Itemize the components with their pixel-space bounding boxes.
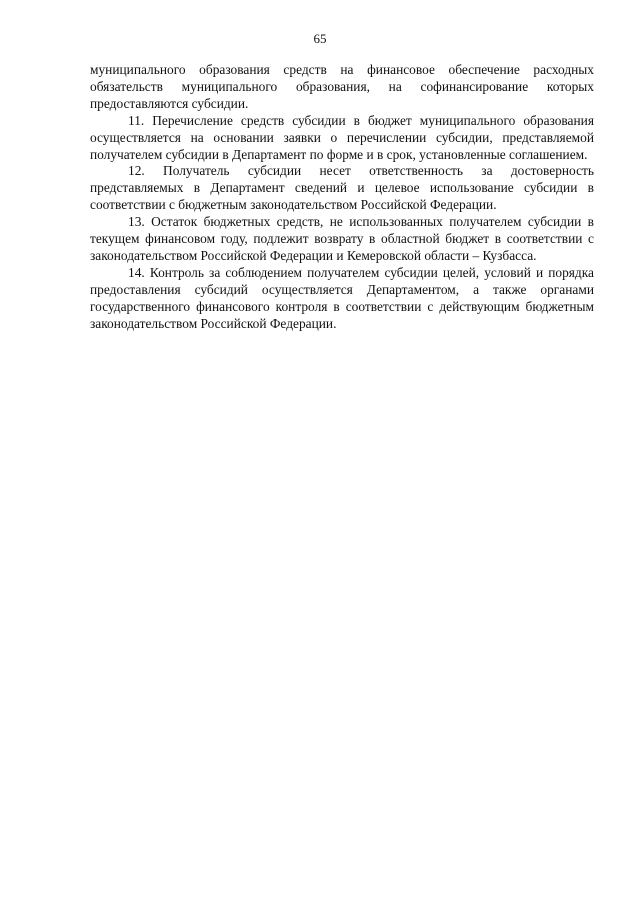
paragraph-14: 14. Контроль за соблюдением получателем субсидии целей, условий и порядка предоставления субсидий осуществляется Департаментом, а также органами государственного финансового контроля в соответствии с действующим бюджетным законодательством Российской Федерации. [90,264,594,331]
page-number: 65 [313,31,327,46]
paragraph-11: 11. Перечисление средств субсидии в бюджет муниципального образования осуществляется на основании заявки о перечислении субсидии, представляемой получателем субсидии в Департамент по форме и в срок, установленные соглашением. [90,112,594,162]
paragraph-13: 13. Остаток бюджетных средств, не использованных получателем субсидии в текущем финансовом году, подлежит возврату в областной бюджет в соответствии с законодательством Российской Федерации и Кемеровской области – Кузбасса. [90,214,594,263]
paragraph-continuation: муниципального образования средств на финансовое обеспечение расходных обязательств муниципального образования, на софинансирование которых предоставляются субсидии. [90,62,594,111]
paragraph-12: 12. Получатель субсидии несет ответственность за достоверность представляемых в Департамент сведений и целевое использование субсидии в соответствии с бюджетным законодательством Российской Федерации. [90,163,594,213]
document-body [90,62,594,333]
